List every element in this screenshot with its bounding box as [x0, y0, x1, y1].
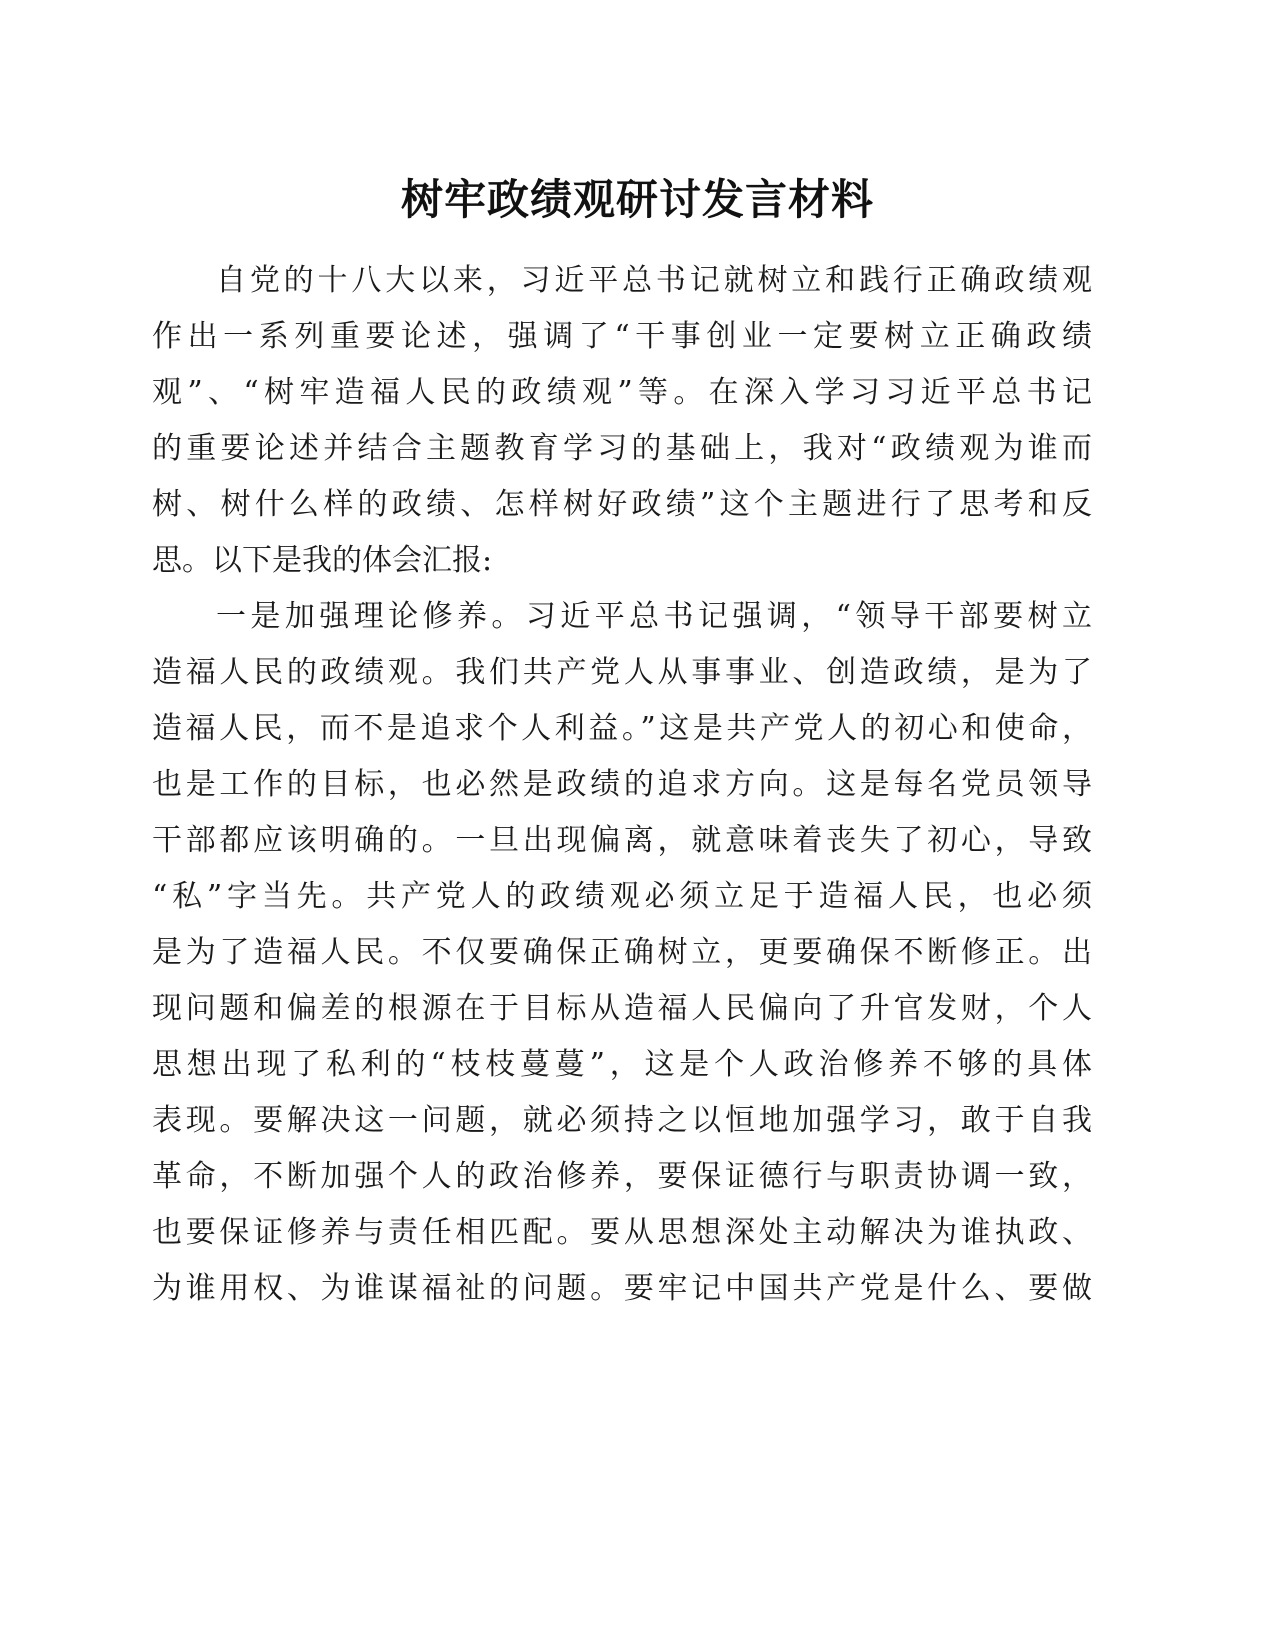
text-line: 是为了造福人民。不仅要确保正确树立，更要确保不断修正。出: [152, 935, 1092, 970]
document-title: 树牢政绩观研讨发言材料: [400, 175, 874, 224]
text-line: 思想出现了私利的“枝枝蔓蔓”，这是个人政治修养不够的具体: [152, 1047, 1092, 1082]
text-line: 作出一系列重要论述，强调了“干事创业一定要树立正确政绩: [152, 319, 1092, 354]
text-line: 现问题和偏差的根源在于目标从造福人民偏向了升官发财，个人: [152, 991, 1092, 1026]
text-line: 表现。要解决这一问题，就必须持之以恒地加强学习，敢于自我: [152, 1103, 1092, 1138]
paragraph-theory: [152, 589, 1092, 1317]
text-line: 干部都应该明确的。一旦出现偏离，就意味着丧失了初心，导致: [152, 823, 1092, 858]
text-line: 树、树什么样的政绩、怎样树好政绩”这个主题进行了思考和反: [152, 487, 1092, 522]
text-line: 观”、“树牢造福人民的政绩观”等。在深入学习习近平总书记: [152, 375, 1092, 410]
text-line: 也是工作的目标，也必然是政绩的追求方向。这是每名党员领导: [152, 767, 1092, 802]
text-line: 一是加强理论修养。习近平总书记强调，“领导干部要树立: [216, 599, 1092, 634]
text-line: 的重要论述并结合主题教育学习的基础上，我对“政绩观为谁而: [152, 431, 1092, 466]
text-line: 造福人民，而不是追求个人利益。”这是共产党人的初心和使命，: [152, 711, 1092, 746]
text-line: 思。以下是我的体会汇报:: [152, 543, 493, 578]
text-line: 也要保证修养与责任相匹配。要从思想深处主动解决为谁执政、: [152, 1215, 1092, 1250]
text-line: 自党的十八大以来，习近平总书记就树立和践行正确政绩观: [216, 263, 1092, 298]
text-line: 造福人民的政绩观。我们共产党人从事事业、创造政绩，是为了: [152, 655, 1092, 690]
text-line: 革命，不断加强个人的政治修养，要保证德行与职责协调一致，: [152, 1159, 1092, 1194]
paragraph-intro: [152, 253, 1092, 589]
text-line: “私”字当先。共产党人的政绩观必须立足于造福人民，也必须: [152, 879, 1092, 914]
document-body: [152, 253, 1092, 1317]
text-line: 为谁用权、为谁谋福祉的问题。要牢记中国共产党是什么、要做: [152, 1271, 1092, 1306]
